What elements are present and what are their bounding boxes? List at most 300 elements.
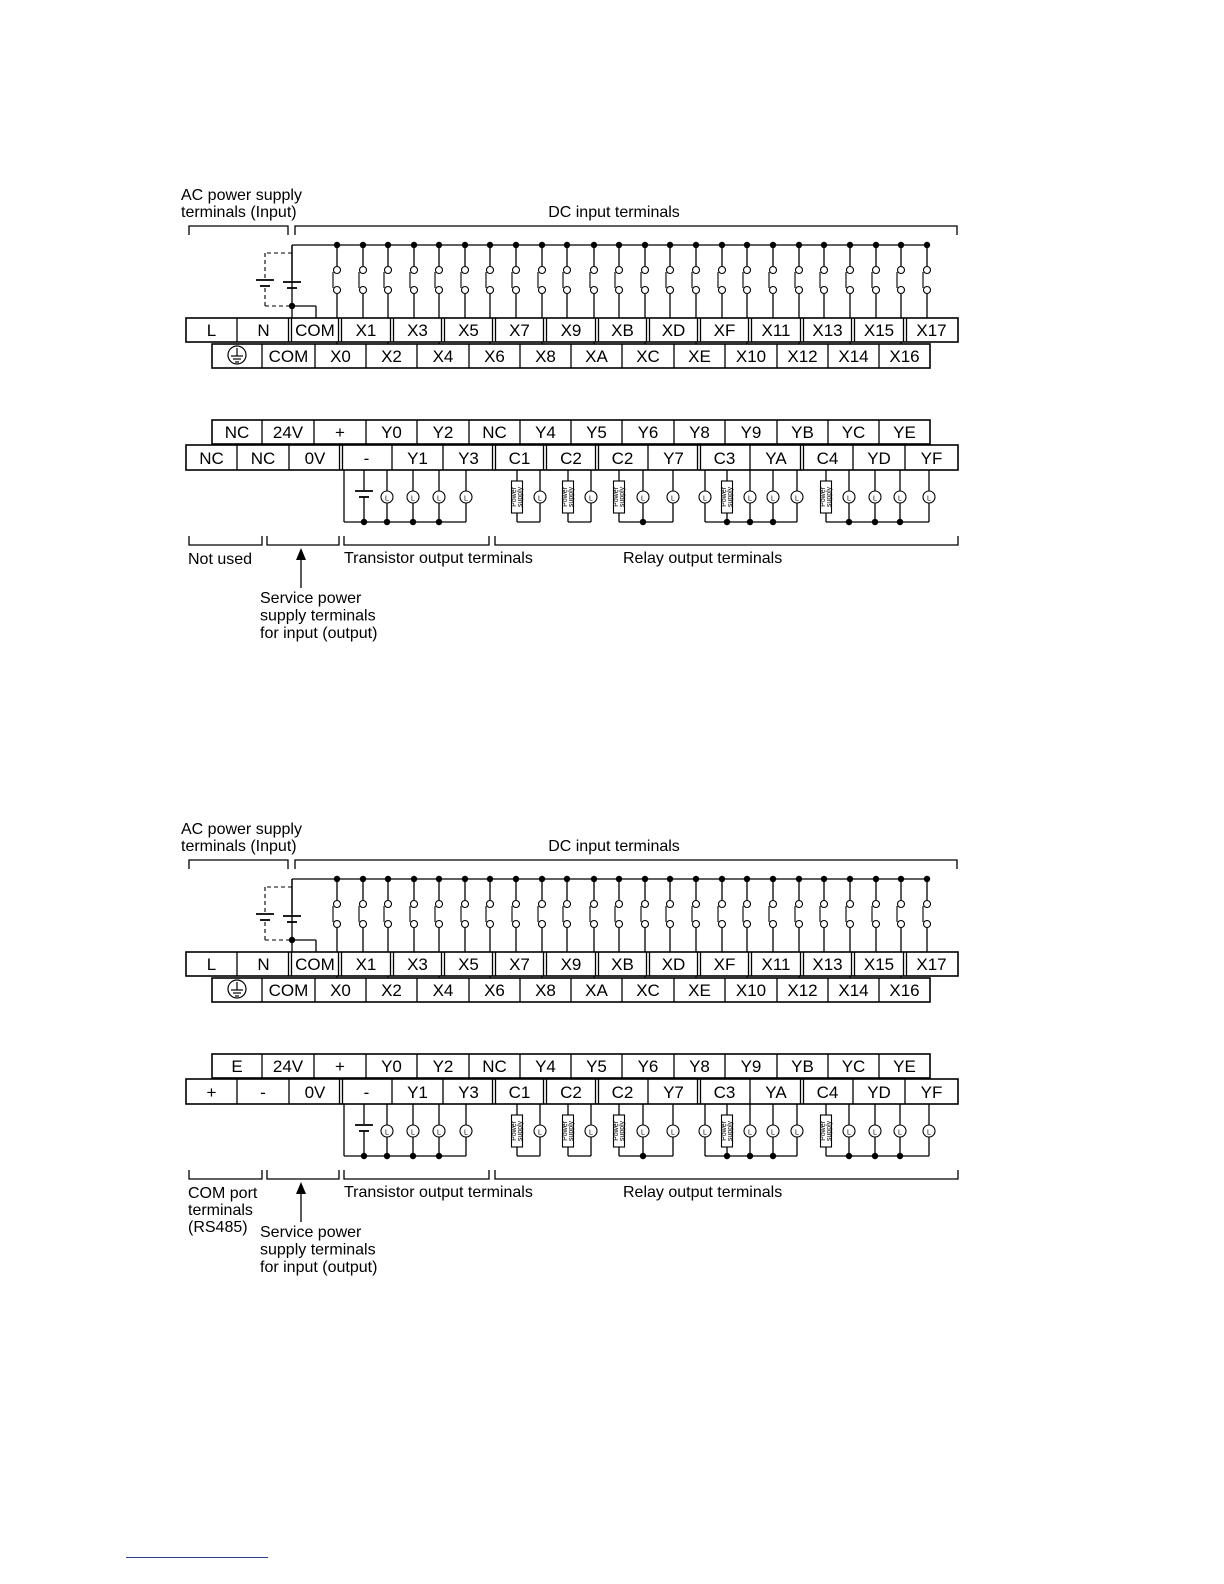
switch-contact: [667, 901, 674, 908]
terminal-label: -: [363, 1083, 370, 1102]
terminal-label: -: [363, 449, 370, 468]
power-supply-label: supply: [826, 1120, 833, 1142]
switch-contact: [796, 921, 803, 928]
relay-group: [613, 470, 679, 525]
switch-contact: [591, 267, 598, 274]
ac-power-caption: terminals (Input): [181, 838, 297, 855]
input-switch: [410, 242, 418, 318]
load-icon: [791, 1125, 803, 1137]
switch-contact: [898, 921, 905, 928]
load-label: L: [927, 495, 931, 503]
terminal-label: Y4: [535, 1057, 556, 1076]
bracket: [189, 226, 288, 235]
switch-contact: [693, 287, 700, 294]
junction-dot: [361, 1153, 367, 1159]
switch-contact: [487, 287, 494, 294]
switch-contact: [898, 901, 905, 908]
load-label: L: [437, 1129, 441, 1137]
terminal-label: L: [206, 955, 217, 974]
terminal-label: NC: [199, 449, 224, 468]
terminal-label: XB: [611, 955, 634, 974]
terminal-label: X11: [761, 321, 791, 340]
terminal-label: X9: [560, 955, 582, 974]
terminal-label: X15: [863, 955, 895, 974]
switch-contact: [898, 267, 905, 274]
switch-contact: [564, 267, 571, 274]
terminal-label: YA: [765, 449, 787, 468]
power-supply-label: supply: [568, 1120, 575, 1142]
power-supply-label: Power: [613, 1121, 620, 1141]
terminal-label: X0: [330, 981, 351, 1000]
load-label: L: [671, 1129, 675, 1137]
terminal-label: X4: [432, 347, 454, 366]
load-icon: [791, 491, 803, 503]
power-supply-label: Power: [721, 1121, 728, 1141]
switch-contact: [564, 287, 571, 294]
terminal-label: Y7: [663, 449, 684, 468]
terminal-label: YD: [867, 449, 891, 468]
relay-output-wiring: [511, 1104, 935, 1159]
terminal-label: NC: [482, 423, 507, 442]
terminal-label: X16: [889, 981, 920, 1000]
switch-contact: [513, 921, 520, 928]
terminal-label: X13: [812, 321, 843, 340]
power-supply-icon: [562, 481, 575, 513]
power-supply-label: supply: [619, 1120, 626, 1142]
switch-contact: [616, 901, 623, 908]
load-label: L: [927, 1129, 931, 1137]
junction-dot: [640, 1153, 646, 1159]
terminal-label: YF: [920, 449, 943, 468]
switch-contact: [436, 901, 443, 908]
switch-contact: [770, 267, 777, 274]
switch-contact: [360, 901, 367, 908]
load-label: L: [847, 495, 851, 503]
ac-power-caption: AC power supply: [181, 187, 302, 204]
junction-dot: [361, 519, 367, 525]
switch-contact: [385, 921, 392, 928]
switch-contact: [411, 901, 418, 908]
terminal-label: XA: [585, 347, 608, 366]
load-icon: [637, 1125, 649, 1137]
switch-contact: [693, 267, 700, 274]
terminal-label: C1: [508, 449, 531, 468]
service-power-caption: supply terminals: [260, 607, 376, 625]
load-label: L: [641, 495, 645, 503]
dc-input-caption: DC input terminals: [548, 838, 680, 855]
terminal-label: C2: [560, 449, 582, 468]
terminal-label: X3: [407, 321, 428, 340]
load-icon: [460, 1125, 472, 1137]
load-icon: [585, 1125, 597, 1137]
junction-dot: [410, 519, 416, 525]
terminal-label: X17: [916, 955, 947, 974]
switch-contact: [360, 287, 367, 294]
switch-contact: [411, 287, 418, 294]
load-label: L: [589, 495, 593, 503]
junction-dot: [384, 519, 390, 525]
terminal-label: X10: [735, 347, 767, 366]
switch-contact: [334, 901, 341, 908]
switch-contact: [873, 901, 880, 908]
power-supply-label: supply: [568, 486, 575, 508]
switch-contact: [642, 287, 649, 294]
power-supply-icon: [820, 1115, 833, 1147]
junction-dot: [770, 519, 776, 525]
terminal-label: Y3: [458, 1083, 479, 1102]
switch-contact: [487, 901, 494, 908]
switch-contact: [847, 901, 854, 908]
input-switch: [820, 242, 828, 318]
terminal-label: X8: [535, 981, 556, 1000]
junction-dot: [872, 519, 878, 525]
switch-contact: [924, 267, 931, 274]
load-label: L: [385, 495, 389, 503]
switch-contact: [719, 267, 726, 274]
load-icon: [433, 1125, 445, 1137]
arrow-icon: [296, 1182, 306, 1194]
load-icon: [381, 1125, 393, 1137]
terminal-label: COM: [295, 955, 335, 974]
load-label: L: [464, 495, 468, 503]
load-icon: [843, 491, 855, 503]
load-icon: [585, 491, 597, 503]
switch-contact: [334, 287, 341, 294]
load-label: L: [748, 1129, 752, 1137]
terminal-label: COM: [295, 321, 335, 340]
switch-contact: [873, 921, 880, 928]
terminal-label: X6: [484, 981, 505, 1000]
terminal-label: NC: [250, 449, 276, 468]
load-label: L: [437, 495, 441, 503]
terminal-label: X8: [535, 347, 556, 366]
load-label: L: [385, 1129, 389, 1137]
transistor-caption: Transistor output terminals: [344, 550, 533, 567]
terminal-label: YE: [893, 423, 916, 442]
terminal-label: C4: [816, 1083, 839, 1102]
switch-contact: [385, 267, 392, 274]
left-group-caption: (RS485): [188, 1219, 248, 1236]
terminal-label: X13: [812, 955, 843, 974]
power-supply-label: supply: [727, 486, 734, 508]
junction-dot: [770, 1153, 776, 1159]
load-icon: [699, 491, 711, 503]
power-supply-icon: [562, 1115, 575, 1147]
switch-contact: [539, 267, 546, 274]
switch-contact: [334, 921, 341, 928]
power-supply-icon: [721, 1115, 734, 1147]
terminal-label: Y7: [663, 1083, 684, 1102]
terminal-label: N: [257, 955, 270, 974]
load-icon: [667, 1125, 679, 1137]
switch-contact: [591, 287, 598, 294]
load-icon: [407, 491, 419, 503]
load-icon: [744, 491, 756, 503]
bracket: [495, 1170, 958, 1179]
terminal-label: NC: [224, 423, 250, 442]
left-group-caption: COM port: [188, 1185, 258, 1202]
load-label: L: [898, 1129, 902, 1137]
bracket: [189, 860, 288, 869]
junction-dot: [747, 519, 753, 525]
load-label: L: [795, 495, 799, 503]
terminal-label: C4: [816, 449, 839, 468]
switch-contact: [591, 901, 598, 908]
switch-contact: [513, 901, 520, 908]
load-icon: [894, 491, 906, 503]
switch-contact: [642, 901, 649, 908]
terminal-label: C1: [508, 1083, 531, 1102]
bracket: [189, 1170, 262, 1179]
switch-contact: [539, 901, 546, 908]
junction-dot: [897, 1153, 903, 1159]
load-label: L: [589, 1129, 593, 1137]
junction-dot: [410, 1153, 416, 1159]
power-supply-label: Power: [820, 487, 827, 507]
load-icon: [433, 491, 445, 503]
power-supply-label: supply: [727, 1120, 734, 1142]
power-supply-label: Power: [562, 487, 569, 507]
terminal-label: XE: [688, 347, 711, 366]
terminal-label: YE: [893, 1057, 916, 1076]
load-icon: [534, 1125, 546, 1137]
switch-contact: [667, 267, 674, 274]
diagram-bottom: [181, 821, 958, 1276]
input-switch: [769, 876, 777, 952]
service-power-caption: Service power: [260, 590, 362, 607]
load-icon: [460, 491, 472, 503]
terminal-label: Y8: [689, 423, 710, 442]
input-switch: [410, 876, 418, 952]
switch-contact: [642, 921, 649, 928]
switch-contact: [385, 287, 392, 294]
terminal-label: YF: [920, 1083, 943, 1102]
switch-contact: [821, 287, 828, 294]
switch-contact: [796, 901, 803, 908]
switch-contact: [564, 901, 571, 908]
terminal-label: 24V: [272, 423, 304, 442]
input-switch: [923, 876, 931, 952]
terminal-label: YB: [791, 1057, 814, 1076]
terminal-label: X2: [381, 981, 402, 1000]
relay-group: [699, 470, 803, 525]
terminal-label: C2: [560, 1083, 582, 1102]
terminal-label: YC: [841, 423, 866, 442]
terminal-label: XC: [636, 981, 660, 1000]
load-label: L: [898, 495, 902, 503]
input-switch: [461, 876, 469, 952]
junction-dot: [897, 519, 903, 525]
switch-contact: [667, 287, 674, 294]
terminal-label: +: [206, 1083, 217, 1102]
relay-group: [820, 1104, 935, 1159]
terminal-label: E: [231, 1057, 243, 1076]
power-supply-icon: [820, 481, 833, 513]
load-label: L: [703, 495, 707, 503]
terminal-label: Y0: [381, 1057, 402, 1076]
bracket: [344, 536, 489, 545]
relay-group: [511, 470, 546, 522]
junction-dot: [846, 519, 852, 525]
terminal-label: Y9: [740, 1057, 762, 1076]
input-switch: [666, 876, 674, 952]
terminal-label: X16: [889, 347, 920, 366]
switch-contact: [385, 901, 392, 908]
load-label: L: [847, 1129, 851, 1137]
load-label: L: [538, 1129, 542, 1137]
junction-dot: [724, 519, 730, 525]
switch-contact: [770, 901, 777, 908]
service-power-caption: for input (output): [260, 1259, 378, 1276]
junction-dot: [846, 1153, 852, 1159]
terminal-label: X0: [330, 347, 351, 366]
switch-contact: [821, 921, 828, 928]
switch-contact: [847, 921, 854, 928]
terminal-label: Y5: [586, 1057, 607, 1076]
terminal-label: Y4: [535, 423, 556, 442]
relay-caption: Relay output terminals: [623, 1184, 783, 1201]
load-icon: [869, 1125, 881, 1137]
terminal-label: 0V: [304, 449, 326, 468]
terminal-label: +: [335, 1057, 345, 1076]
input-switch: [666, 242, 674, 318]
terminal-label: XE: [688, 981, 711, 1000]
switch-contact: [334, 267, 341, 274]
terminal-label: X11: [761, 955, 791, 974]
junction-dot: [724, 1153, 730, 1159]
bracket: [267, 536, 339, 545]
terminal-label: C3: [713, 1083, 736, 1102]
terminal-label: Y8: [689, 1057, 710, 1076]
load-icon: [767, 491, 779, 503]
terminal-label: Y5: [586, 423, 607, 442]
switch-contact: [821, 267, 828, 274]
terminal-label: XC: [636, 347, 660, 366]
switch-contact: [770, 287, 777, 294]
terminal-label: X1: [355, 321, 377, 340]
bracket: [267, 1170, 339, 1179]
switch-contact: [462, 267, 469, 274]
terminal-label: XB: [611, 321, 634, 340]
input-switch: [615, 876, 623, 952]
ac-power-caption: terminals (Input): [181, 204, 297, 221]
switch-contact: [642, 267, 649, 274]
terminal-label: X7: [509, 955, 530, 974]
power-supply-label: Power: [562, 1121, 569, 1141]
input-switch: [718, 242, 726, 318]
switch-contact: [462, 287, 469, 294]
input-switch: [615, 242, 623, 318]
left-group-caption: Not used: [188, 551, 253, 568]
terminal-label: X2: [381, 347, 402, 366]
terminal-label: XF: [713, 321, 736, 340]
left-group-caption: terminals: [188, 1202, 253, 1219]
load-icon: [637, 491, 649, 503]
transistor-output-wiring: [344, 470, 472, 525]
load-label: L: [873, 1129, 877, 1137]
switch-contact: [513, 287, 520, 294]
power-supply-label: Power: [511, 487, 518, 507]
power-supply-label: Power: [820, 1121, 827, 1141]
load-icon: [843, 1125, 855, 1137]
input-switch: [872, 876, 880, 952]
load-icon: [767, 1125, 779, 1137]
load-label: L: [411, 1129, 415, 1137]
load-icon: [699, 1125, 711, 1137]
switch-contact: [821, 901, 828, 908]
load-label: L: [873, 495, 877, 503]
terminal-label: Y1: [407, 1083, 428, 1102]
terminal-label: X12: [787, 347, 818, 366]
switch-contact: [744, 921, 751, 928]
input-switch: [923, 242, 931, 318]
arrow-icon: [296, 548, 306, 560]
terminal-label: 0V: [304, 1083, 326, 1102]
bracket: [189, 536, 262, 545]
load-icon: [667, 491, 679, 503]
transistor-caption: Transistor output terminals: [344, 1184, 533, 1201]
terminal-label: X17: [916, 321, 947, 340]
switch-contact: [873, 267, 880, 274]
switch-contact: [667, 921, 674, 928]
input-switch: [359, 242, 367, 318]
input-switch: [820, 876, 828, 952]
terminal-label: Y3: [458, 449, 479, 468]
load-icon: [534, 491, 546, 503]
terminal-label: X5: [458, 955, 479, 974]
switch-contact: [744, 267, 751, 274]
power-supply-label: supply: [517, 486, 524, 508]
input-switch: [512, 242, 520, 318]
switch-contact: [539, 921, 546, 928]
bracket: [295, 860, 957, 869]
relay-group: [820, 470, 935, 525]
input-switch: [769, 242, 777, 318]
ac-power-caption: AC power supply: [181, 821, 302, 838]
power-supply-icon: [511, 481, 524, 513]
switch-contact: [436, 267, 443, 274]
terminal-label: N: [257, 321, 270, 340]
transistor-output-wiring: [344, 1104, 472, 1159]
switch-contact: [591, 921, 598, 928]
switch-contact: [770, 921, 777, 928]
terminal-label: XD: [661, 955, 686, 974]
power-supply-label: supply: [619, 486, 626, 508]
switch-contact: [898, 287, 905, 294]
terminal-label: NC: [482, 1057, 507, 1076]
load-label: L: [641, 1129, 645, 1137]
switch-contact: [873, 287, 880, 294]
switch-contact: [796, 287, 803, 294]
switch-contact: [744, 287, 751, 294]
switch-contact: [513, 267, 520, 274]
load-label: L: [771, 495, 775, 503]
terminal-label: YB: [791, 423, 814, 442]
switch-contact: [719, 901, 726, 908]
input-switch: [872, 242, 880, 318]
load-icon: [744, 1125, 756, 1137]
terminal-label: COM: [268, 347, 309, 366]
terminal-label: 24V: [272, 1057, 304, 1076]
relay-caption: Relay output terminals: [623, 550, 783, 567]
bracket: [344, 1170, 489, 1179]
power-supply-label: supply: [826, 486, 833, 508]
switch-contact: [924, 901, 931, 908]
diagram-top: [181, 187, 958, 642]
relay-group: [562, 1104, 597, 1156]
relay-group: [613, 1104, 679, 1159]
input-switch: [512, 876, 520, 952]
